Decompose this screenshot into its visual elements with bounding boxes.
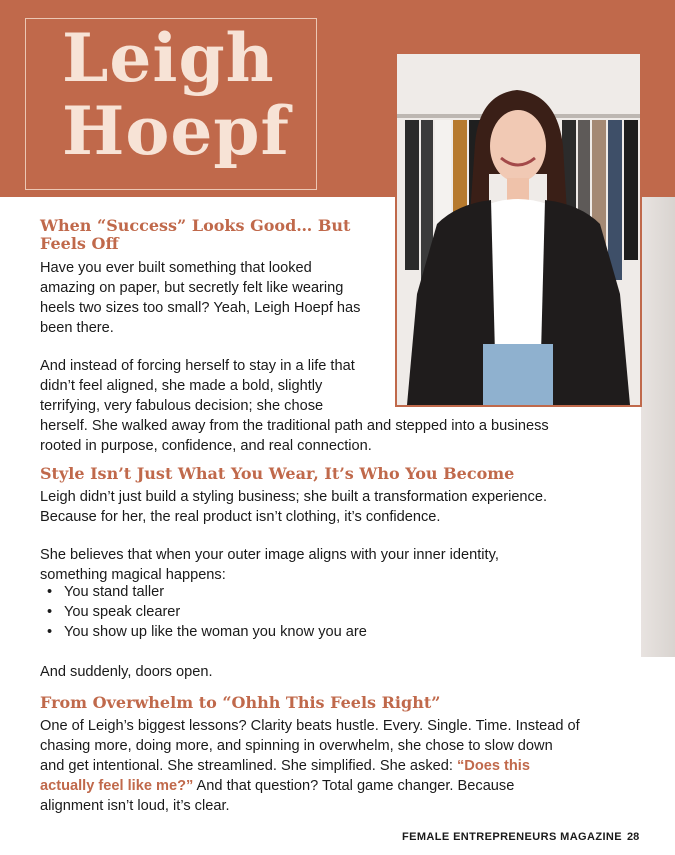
portrait-illustration [397, 54, 640, 405]
highlight-quote: actually feel like me?” [40, 778, 194, 794]
text-line: terrifying, very fabulous decision; she chose [40, 398, 324, 414]
section-style-paragraph-1 [40, 487, 547, 527]
portrait-photo [395, 52, 642, 407]
section-style-closing: And suddenly, doors open. [40, 664, 213, 680]
text-line: Have you ever built something that looked [40, 260, 312, 276]
section-style-paragraph-2 [40, 545, 499, 585]
title-last-name: Hoepf [62, 92, 290, 170]
section-heading-overwhelm: From Overwhelm to “Ohhh This Feels Right” [40, 693, 441, 712]
text-line: And instead of forcing herself to stay in a life that [40, 358, 355, 374]
section-success-paragraph-2 [40, 356, 549, 456]
highlight-quote: “Does this [456, 758, 530, 774]
benefits-list [40, 582, 367, 642]
list-item: • You speak clearer [40, 602, 367, 622]
list-item: • You stand taller [40, 582, 367, 602]
magazine-name: FEMALE ENTREPRENEURS MAGAZINE [402, 831, 622, 843]
text-line: chasing more, doing more, and spinning in overwhelm, she chose to slow down [40, 738, 553, 754]
text-line: rooted in purpose, confidence, and real connection. [40, 438, 372, 454]
text-line: herself. She walked away from the traditional path and stepped into a business [40, 418, 549, 434]
title-first-name: Leigh [62, 19, 275, 97]
text-line: heels two sizes too small? Yeah, Leigh Hoepf has [40, 300, 361, 316]
text-run: And that question? Total game changer. Because [193, 778, 515, 794]
right-gray-strip [641, 197, 675, 657]
text-line: Because for her, the real product isn’t clothing, it’s confidence. [40, 509, 441, 525]
text-line [40, 756, 580, 776]
list-item: • You show up like the woman you know you are [40, 622, 367, 642]
text-line: One of Leigh’s biggest lessons? Clarity beats hustle. Every. Single. Time. Instead of [40, 718, 580, 734]
section-heading-success: When “Success” Looks Good… But Feels Off [40, 216, 351, 253]
text-line: Leigh didn’t just build a styling business; she built a transformation experience. [40, 489, 548, 505]
section-heading-style: Style Isn’t Just What You Wear, It’s Who You Become [40, 464, 515, 483]
text-line [40, 776, 580, 796]
text-line: She believes that when your outer image aligns with your inner identity, [40, 547, 499, 563]
section-overwhelm-paragraph [40, 716, 580, 816]
page-number: 28 [627, 831, 640, 843]
text-line: something magical happens: [40, 567, 226, 583]
text-line: been there. [40, 320, 114, 336]
section-success-paragraph-1 [40, 258, 360, 338]
text-run: and get intentional. She streamlined. She simplified. She asked: [40, 758, 457, 774]
text-line: amazing on paper, but secretly felt like wearing [40, 280, 344, 296]
text-line: alignment isn’t loud, it’s clear. [40, 798, 230, 814]
text-line: didn’t feel aligned, she made a bold, slightly [40, 378, 323, 394]
